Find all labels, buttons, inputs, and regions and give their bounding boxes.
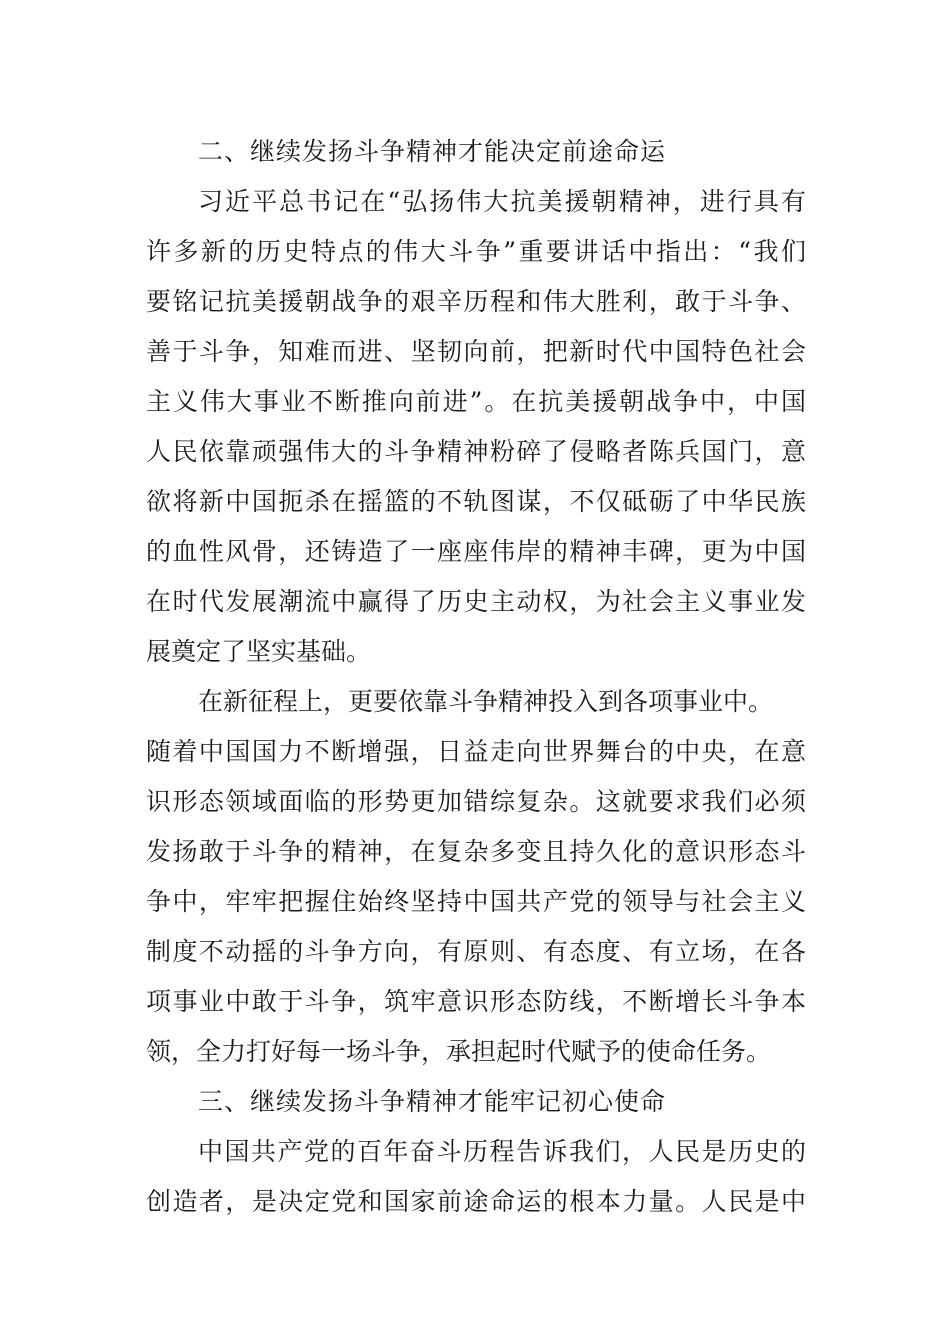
paragraph-2 (146, 677, 806, 1077)
paragraph-3 (146, 1127, 806, 1227)
paragraph-line: 识形态领域面临的形势更加错综复杂。这就要求我们必须 (146, 787, 806, 816)
paragraph-line: 欲将新中国扼杀在摇篮的不轨图谋，不仅砥砺了中华民族 (146, 487, 806, 516)
section-heading-3: 三、继续发扬斗争精神才能牢记初心使命 (198, 1087, 667, 1116)
document-body (146, 127, 806, 1227)
paragraph-line: 人民依靠顽强伟大的斗争精神粉碎了侵略者陈兵国门，意 (146, 437, 806, 466)
paragraph-line: 在时代发展潮流中赢得了历史主动权，为社会主义事业发 (146, 587, 806, 616)
paragraph-line: 争中，牢牢把握住始终坚持中国共产党的领导与社会主义 (146, 887, 806, 916)
paragraph-line: 发扬敢于斗争的精神，在复杂多变且持久化的意识形态斗 (146, 837, 806, 866)
paragraph-line: 中国共产党的百年奋斗历程告诉我们，人民是历史的 (198, 1137, 806, 1166)
paragraph-line: 领，全力打好每一场斗争，承担起时代赋予的使命任务。 (146, 1037, 772, 1066)
paragraph-line: 展奠定了坚实基础。 (146, 637, 372, 666)
paragraph-line: 项事业中敢于斗争，筑牢意识形态防线，不断增长斗争本 (146, 987, 806, 1016)
paragraph-line: 要铭记抗美援朝战争的艰辛历程和伟大胜利，敢于斗争、 (146, 287, 806, 316)
paragraph-line: 的血性风骨，还铸造了一座座伟岸的精神丰碑，更为中国 (146, 537, 806, 566)
paragraph-line: 在新征程上，更要依靠斗争精神投入到各项事业中。 (198, 687, 774, 716)
paragraph-line: 主义伟大事业不断推向前进”。在抗美援朝战争中，中国 (146, 387, 806, 416)
paragraph-line: 创造者，是决定党和国家前途命运的根本力量。人民是中 (146, 1187, 806, 1216)
paragraph-line: 随着中国国力不断增强，日益走向世界舞台的中央，在意 (146, 737, 806, 766)
paragraph-line: 制度不动摇的斗争方向，有原则、有态度、有立场，在各 (146, 937, 806, 966)
paragraph-line: 善于斗争，知难而进、坚韧向前，把新时代中国特色社会 (146, 337, 806, 366)
section-heading-2: 二、继续发扬斗争精神才能决定前途命运 (198, 137, 667, 166)
paragraph-1 (146, 177, 806, 677)
paragraph-line: 许多新的历史特点的伟大斗争”重要讲话中指出：“我们 (146, 237, 806, 266)
paragraph-line: 习近平总书记在“弘扬伟大抗美援朝精神，进行具有 (198, 187, 806, 216)
